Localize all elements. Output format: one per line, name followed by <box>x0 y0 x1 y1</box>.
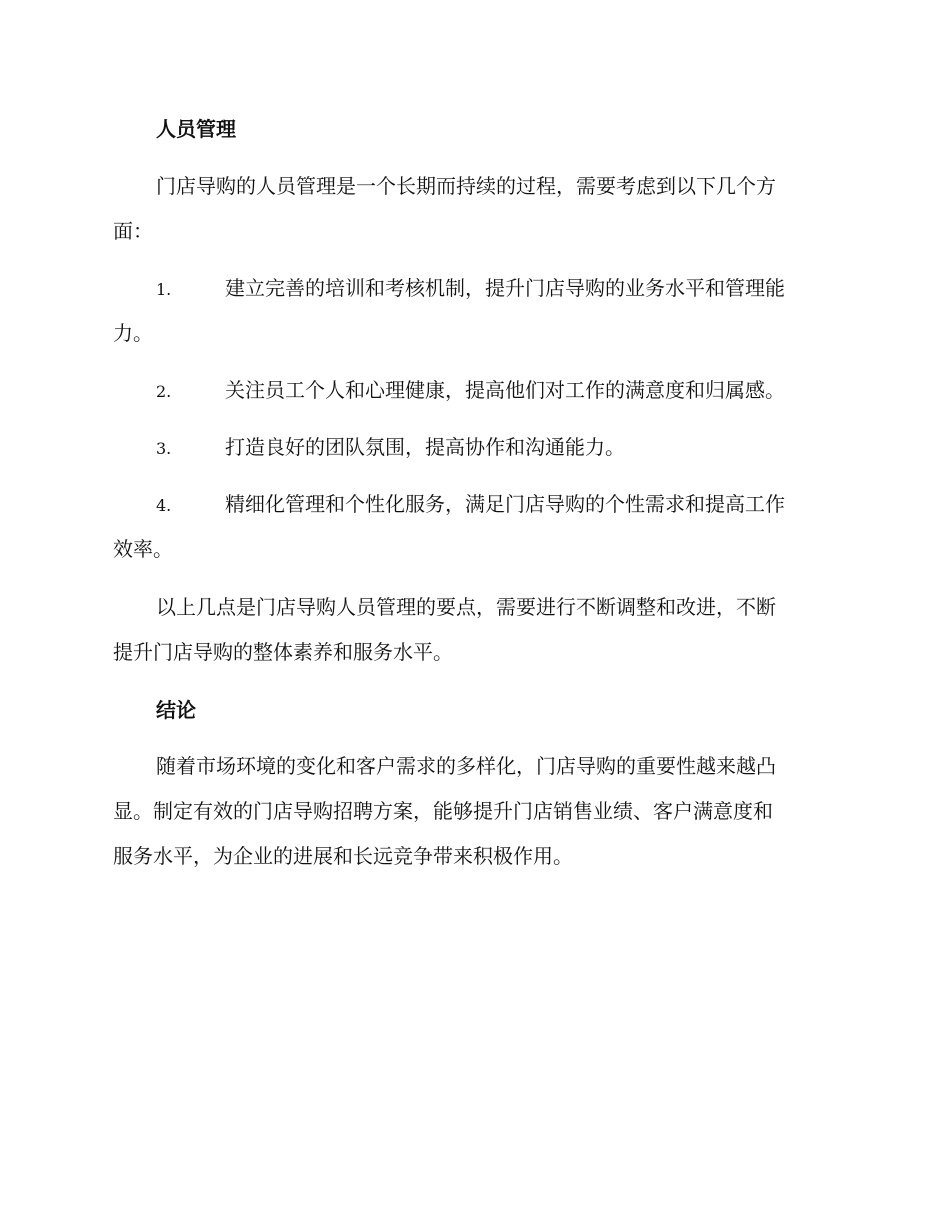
list-item-text: 建立完善的培训和考核机制，提升门店导购的业务水平和管理能 <box>225 276 785 300</box>
intro-line-2: 面： <box>113 219 153 243</box>
list-item-text: 打造良好的团队氛围，提高协作和沟通能力。 <box>225 435 625 459</box>
list-number: 1. <box>156 280 172 299</box>
intro-line-1: 门店导购的人员管理是一个长期而持续的过程，需要考虑到以下几个方 <box>156 174 776 198</box>
summary-line-2: 提升门店导购的整体素养和服务水平。 <box>113 640 453 664</box>
summary-paragraph <box>113 585 835 675</box>
list-item-3 <box>113 425 835 470</box>
list-item-4 <box>113 482 835 572</box>
summary-line-1: 以上几点是门店导购人员管理的要点，需要进行不断调整和改进，不断 <box>156 595 776 619</box>
list-item-1 <box>113 266 835 356</box>
conclusion-line-2: 显。制定有效的门店导购招聘方案，能够提升门店销售业绩、客户满意度和 <box>113 799 773 823</box>
list-item-text: 精细化管理和个性化服务，满足门店导购的个性需求和提高工作 <box>225 492 785 516</box>
section-heading-conclusion: 结论 <box>156 698 196 722</box>
list-number: 2. <box>156 382 172 401</box>
conclusion-paragraph <box>113 744 835 879</box>
conclusion-line-1: 随着市场环境的变化和客户需求的多样化，门店导购的重要性越来越凸 <box>156 754 776 778</box>
conclusion-line-3: 服务水平，为企业的进展和长远竞争带来积极作用。 <box>113 844 573 868</box>
list-item-text-continued: 力。 <box>113 321 153 345</box>
list-item-text: 关注员工个人和心理健康，提高他们对工作的满意度和归属感。 <box>225 378 785 402</box>
list-item-text-continued: 效率。 <box>113 537 173 561</box>
list-number: 4. <box>156 496 172 515</box>
section-heading-personnel: 人员管理 <box>156 117 236 141</box>
intro-paragraph <box>113 164 835 254</box>
list-item-2 <box>113 368 835 413</box>
list-number: 3. <box>156 439 172 458</box>
